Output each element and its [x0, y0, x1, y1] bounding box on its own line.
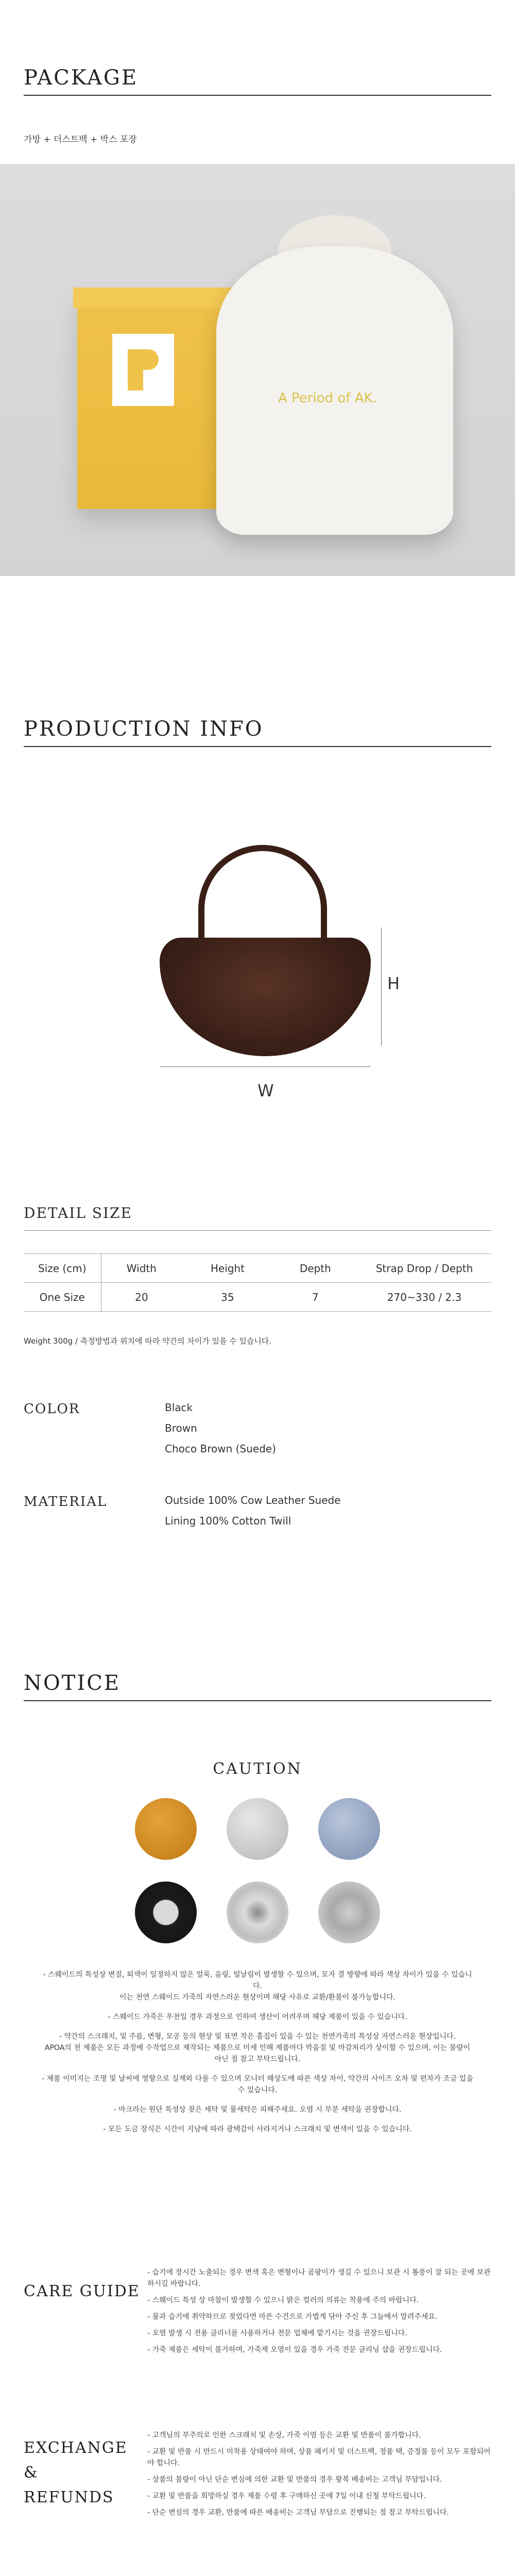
blue-texture-swatch-icon — [318, 1798, 380, 1860]
buckle-hardware-icon — [135, 1882, 197, 1943]
package-contents: 가방 + 더스트백 + 박스 포장 — [24, 134, 137, 145]
package-photo — [0, 164, 515, 576]
size-cell: 270~330 / 2.3 — [357, 1283, 491, 1312]
care-guide-item: - 습기에 장시간 노출되는 경우 변색 혹은 변형이나 곰팡이가 생길 수 있으니 보관 시 통풍이 잘 되는 곳에 보관하시길 바랍니다. — [147, 2268, 491, 2288]
size-header-cell: Height — [182, 1254, 273, 1283]
color-value: Brown — [165, 1422, 197, 1434]
size-cell: 20 — [101, 1283, 182, 1312]
material-list — [165, 1490, 340, 1531]
production-rule — [24, 746, 491, 747]
width-dimension-line — [160, 1066, 371, 1067]
metal-ring-hardware-icon — [227, 1882, 288, 1943]
bag-body — [160, 938, 371, 1056]
color-label: COLOR — [24, 1401, 80, 1417]
care-guide-item: - 오염 발생 시 전용 클리너를 사용하거나 전문 업체에 맡기시는 것을 권장드립니다. — [147, 2329, 407, 2337]
caution-paragraph: - 제품 이미지는 조명 및 날씨에 영향으로 실제와 다를 수 있으며 모니터 해상도에 따른 색상 차이, 약간의 사이즈 오차 및 편차가 조금 있을 수 있습니다. — [42, 2075, 473, 2094]
exchange-title — [24, 2436, 128, 2510]
production-title: PRODUCTION INFO — [24, 717, 264, 741]
gold-leather-swatch-icon — [135, 1798, 197, 1860]
size-cell: One Size — [24, 1283, 101, 1312]
size-header-cell: Strap Drop / Depth — [357, 1254, 491, 1283]
care-guide-item: - 스웨이드 특성 상 마찰이 발생할 수 있으니 밝은 컬러의 의류는 착용에 주의 바랍니다. — [147, 2296, 419, 2304]
size-table-header — [24, 1254, 491, 1283]
size-header-cell: Size (cm) — [24, 1254, 101, 1283]
exchange-item: - 교환 및 반품을 희망하실 경우 제품 수령 후 구매하신 곳에 7일 이내 신청 부탁드립니다. — [147, 2492, 426, 2500]
caution-paragraph: - 스웨이드의 특성상 변질, 퇴색이 일정하지 않은 얼룩, 음링, 털날림이 발생할 수 있으며, 모자 결 방향에 따라 색상 차이가 있을 수 있습니다. — [43, 1971, 472, 1990]
color-value: Black — [165, 1401, 193, 1414]
exchange-item: - 고객님의 부주의로 인한 스크래치 및 손상, 가죽 이염 등은 교환 및 반품이 불가합니다. — [147, 2431, 421, 2439]
care-guide-item: - 물과 습기에 취약하므로 젖었다면 마른 수건으로 가볍게 닦아 주신 후 그늘에서 말려주세요. — [147, 2313, 438, 2321]
exchange-item: - 교환 및 반품 시 반드시 미착용 상태여야 하며, 상품 패키지 및 더스트백, 정품 택, 증정품 등이 모두 포함되어야 합니다. — [147, 2448, 491, 2467]
caution-paragraph: - 모든 도금 장식은 시간이 지남에 따라 광택감이 사라지거나 스크래치 및 변색이 있을 수 있습니다. — [103, 2125, 412, 2133]
weight-note: Weight 300g / 측정방법과 위치에 따라 약간의 차이가 있을 수 있습니다. — [24, 1336, 272, 1346]
color-list — [165, 1397, 276, 1459]
size-cell: 7 — [273, 1283, 357, 1312]
exchange-list — [147, 2430, 497, 2523]
notice-title: NOTICE — [24, 1671, 121, 1695]
caution-text — [41, 1969, 474, 2135]
exchange-title-line: & — [24, 2464, 39, 2482]
care-guide-title: CARE GUIDE — [24, 2282, 140, 2300]
caution-paragraph: - 마크라는 원단 특성상 잦은 세탁 및 물세탁은 피해주세요. 오염 시 부분 세탁을 권장합니다. — [113, 2106, 402, 2114]
width-label: W — [258, 1081, 274, 1100]
care-guide-list — [147, 2267, 497, 2361]
material-value: Lining 100% Cotton Twill — [165, 1515, 291, 1527]
detail-size-rule — [24, 1230, 491, 1231]
package-rule — [24, 95, 491, 96]
color-value: Choco Brown (Suede) — [165, 1443, 276, 1455]
dustbag-print: A Period of AK. — [278, 391, 377, 406]
notice-rule — [24, 1700, 491, 1701]
caution-paragraph: APOA의 천 제품은 모든 과정에 수작업으로 제작되는 제품으로 미세 인해 제품마다 박음질 및 마감처리가 상이할 수 있으며, 이는 불량이 아닌 점 참고 부탁드립니다. — [44, 2044, 471, 2063]
caution-paragraph: - 스웨이드 가죽은 우천일 경우 과정으로 인하여 생산이 어려우며 해당 제품이 있을 수 있습니다. — [108, 2013, 407, 2021]
material-value: Outside 100% Cow Leather Suede — [165, 1494, 341, 1506]
brand-logo-icon — [112, 334, 174, 406]
caution-title: CAUTION — [213, 1760, 302, 1778]
detail-size-title: DETAIL SIZE — [24, 1205, 132, 1222]
height-dimension-line — [381, 927, 382, 1046]
caution-paragraph: 이는 천연 스웨이드 가죽의 자연스러운 현상이며 해당 사유로 교환/환불이 불가능합니다. — [119, 1993, 396, 2002]
care-guide-item: - 가죽 제품은 세탁이 불가하며, 가죽제 오염이 있을 경우 가죽 전문 클리닝 샵을 권장드립니다. — [147, 2346, 442, 2354]
exchange-title-line: EXCHANGE — [24, 2439, 128, 2457]
package-title: PACKAGE — [24, 66, 139, 90]
silver-leather-swatch-icon — [227, 1798, 288, 1860]
clasp-hardware-icon — [318, 1882, 380, 1943]
exchange-item: - 단순 변심의 경우 교환, 반품에 따른 배송비는 고객님 부담으로 진행되는 점 참고 부탁드립니다. — [147, 2509, 449, 2517]
material-label: MATERIAL — [24, 1494, 108, 1510]
size-table — [24, 1253, 491, 1312]
bag-illustration — [154, 824, 400, 1154]
size-header-cell: Width — [101, 1254, 182, 1283]
exchange-item: - 상품의 불량이 아닌 단순 변심에 의한 교환 및 반품의 경우 왕복 배송비는 고객님 부담입니다. — [147, 2476, 442, 2484]
height-label: H — [387, 974, 400, 993]
caution-paragraph: - 약간의 스크래치, 및 주름, 변형, 모공 등의 현상 및 표면 작은 흠집이 있을 수 있는 천연가죽의 특성상 자연스러운 현상입니다. — [59, 2032, 456, 2041]
size-table-row — [24, 1283, 491, 1312]
size-cell: 35 — [182, 1283, 273, 1312]
size-header-cell: Depth — [273, 1254, 357, 1283]
exchange-title-line: REFUNDS — [24, 2488, 114, 2506]
